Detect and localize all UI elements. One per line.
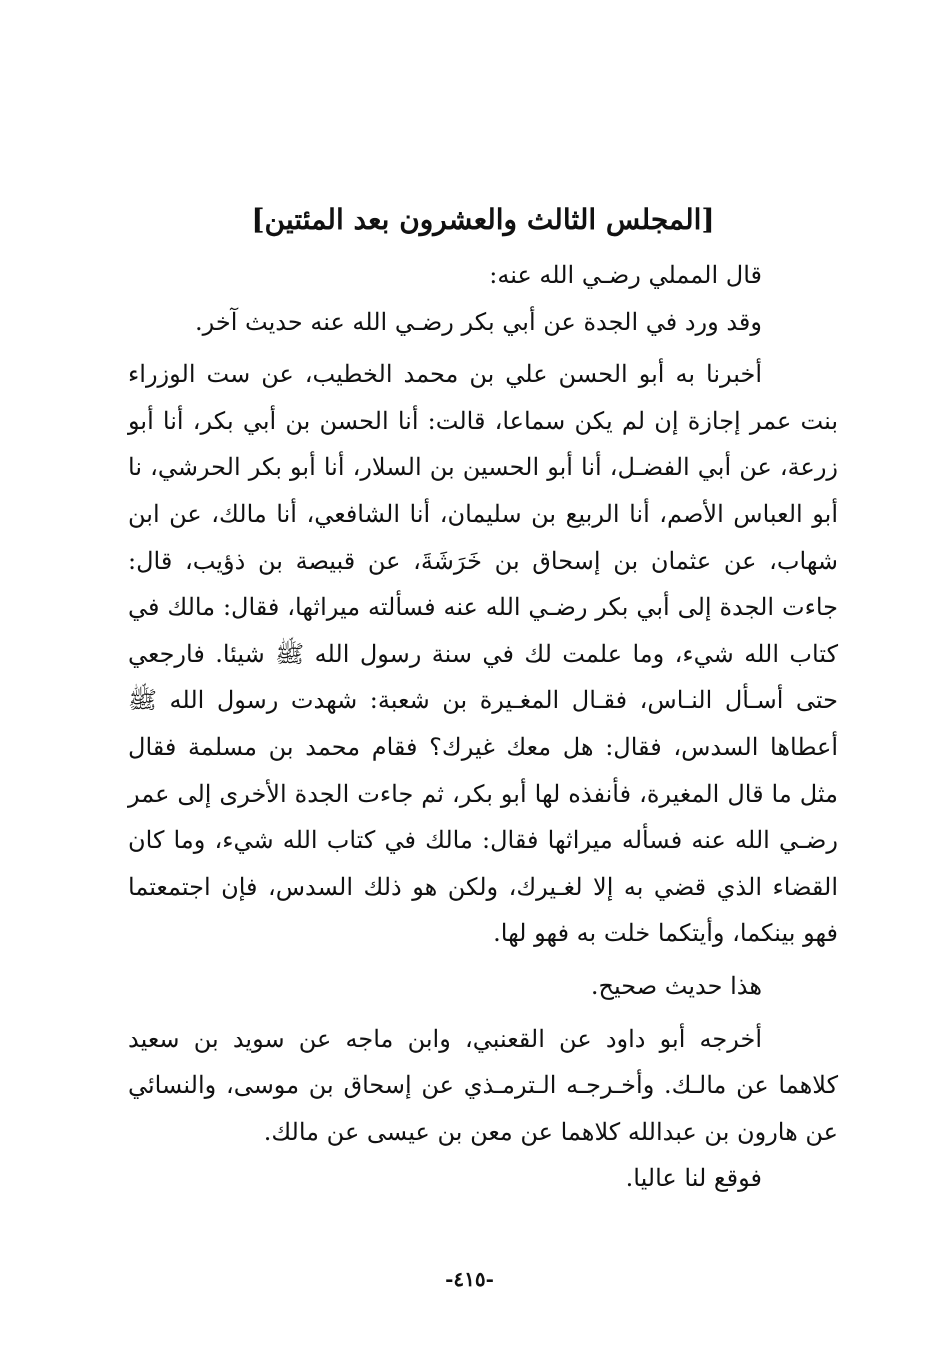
- paragraph-dictator-said: قال المملي رضـي الله عنه:: [489, 261, 762, 289]
- chapter-title: [المجلس الثالث والعشرون بعد المئتين]: [251, 203, 715, 236]
- page-number: -٤١٥-: [445, 1267, 494, 1291]
- paragraph-takhrij: أخرجه أبو داود عن القعنبي، وابن ماجه عن سويد بن سعيد كلاهما عن مالـك. وأخـرجـه الـترمـذي عن إسحاق بن موسى، والنسائي عن هارون بن عبدالله كلاهما عن معن بن عيسى عن مالك.: [128, 1024, 838, 1146]
- paragraph-intro: وقد ورد في الجدة عن أبي بكر رضـي الله عنه حديث آخر.: [195, 307, 762, 336]
- paragraph-conclusion: فوقع لنا عاليا.: [625, 1164, 762, 1193]
- paragraph-authenticity: هذا حديث صحيح.: [590, 971, 762, 1000]
- paragraph-hadith-chain: أخبرنا به أبو الحسن علي بن محمد الخطيب، عن ست الوزراء بنت عمر إجازة إن لم يكن سماعا، قالت: أنا الحسن بن أبي بكر، أنا أبو زرعة، عن أبي الفضـل، أنا أبو الحسين بن السلار، أنا أبو بكر الحرشي، نا أبو العباس الأصم، أنا الربيع بن سليمان، أنا الشافعي، أنا مالك، عن ابن شهاب، عن عثمان بن إسحاق بن خَرَشَةَ، عن قبيصة بن ذؤيب، قال: جاءت الجدة إلى أبي بكر رضـي الله عنه فسألته ميراثها، فقال: مالك في كتاب الله شيء، وما علمت لك في سنة رسول الله ﷺ شيئا. فارجعي حتى أسـأل النـاس، فقـال المغـيرة بن شعبة: شهدت رسول الله ﷺ أعطاها السدس، فقال: هل معك غيرك؟ فقام محمد بن مسلمة فقال مثل ما قال المغيرة، فأنفذه لها أبو بكر، ثم جاءت الجدة الأخرى إلى عمر رضـي الله عنه فسأله ميراثها فقال: مالك في كتاب الله شيء، وما كان القضاء الذي قضي به إلا لغـيرك، ولكن هو ذلك السدس، فإن اجتمعتما فهو بينكما، وأيتكما خلت به فهو لها.: [128, 360, 838, 948]
- text-block: [128, 198, 838, 1202]
